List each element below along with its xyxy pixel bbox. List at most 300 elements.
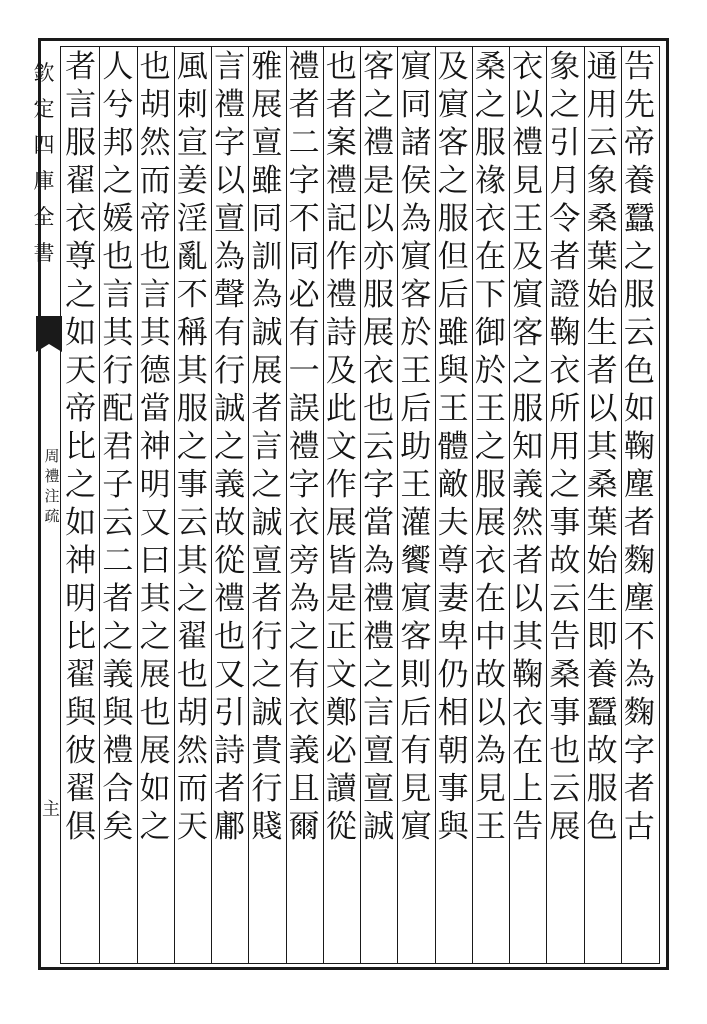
text-char: 雖 [437, 315, 469, 351]
text-char: 二 [102, 543, 134, 579]
text-char: 記 [325, 201, 357, 237]
text-char: 桑 [586, 467, 618, 503]
text-char: 及 [437, 49, 469, 85]
text-char: 人 [102, 49, 134, 85]
text-char: 義 [512, 467, 544, 503]
text-char: 宣 [176, 125, 208, 161]
text-char: 事 [176, 467, 208, 503]
text-char: 服 [474, 467, 506, 503]
text-char: 神 [65, 543, 97, 579]
margin-title-char: 四 [33, 133, 55, 157]
margin-book-title [30, 55, 58, 271]
text-char: 必 [288, 277, 320, 313]
text-char: 賔 [400, 809, 432, 845]
text-char: 必 [325, 733, 357, 769]
text-char: 言 [65, 87, 97, 123]
text-char: 其 [139, 581, 171, 617]
text-char: 以 [512, 87, 544, 123]
text-char: 之 [549, 467, 581, 503]
text-char: 塵 [623, 581, 655, 617]
text-char: 之 [251, 467, 283, 503]
text-char: 與 [437, 353, 469, 389]
text-char: 義 [102, 657, 134, 693]
text-char: 天 [65, 353, 97, 389]
text-char: 文 [325, 429, 357, 465]
text-char: 服 [363, 277, 395, 313]
text-char: 則 [400, 657, 432, 693]
text-char: 不 [288, 201, 320, 237]
text-char: 之 [65, 467, 97, 503]
margin-title-char: 庫 [33, 169, 55, 193]
text-char: 即 [586, 619, 618, 655]
text-char: 胡 [139, 87, 171, 123]
text-char: 之 [288, 619, 320, 655]
text-char: 下 [474, 277, 506, 313]
text-char: 翟 [65, 771, 97, 807]
text-char: 為 [400, 201, 432, 237]
text-char: 告 [549, 619, 581, 655]
text-char: 字 [623, 733, 655, 769]
text-char: 引 [549, 125, 581, 161]
text-char: 見 [400, 771, 432, 807]
text-char: 之 [512, 353, 544, 389]
text-char: 彼 [65, 733, 97, 769]
text-char: 與 [65, 695, 97, 731]
text-char: 衣 [549, 353, 581, 389]
text-char: 此 [325, 391, 357, 427]
text-char: 也 [176, 657, 208, 693]
text-char: 養 [586, 657, 618, 693]
text-char: 之 [251, 657, 283, 693]
text-char: 禮 [214, 87, 246, 123]
text-char: 兮 [102, 87, 134, 123]
text-char: 其 [176, 543, 208, 579]
text-char: 及 [325, 353, 357, 389]
text-char: 帝 [65, 391, 97, 427]
text-char: 生 [586, 315, 618, 351]
text-char: 象 [586, 163, 618, 199]
margin-title-char: 定 [33, 97, 55, 121]
text-char: 以 [512, 581, 544, 617]
text-char: 而 [139, 163, 171, 199]
text-char: 相 [437, 695, 469, 731]
text-char: 在 [512, 733, 544, 769]
text-char: 為 [288, 581, 320, 617]
text-char: 亶 [363, 771, 395, 807]
text-char: 者 [288, 87, 320, 123]
text-char: 翟 [65, 657, 97, 693]
text-char: 諸 [400, 125, 432, 161]
text-char: 夫 [437, 505, 469, 541]
text-char: 雅 [251, 49, 283, 85]
text-char: 麴 [623, 543, 655, 579]
text-char: 者 [214, 771, 246, 807]
text-char: 用 [549, 429, 581, 465]
text-char: 服 [512, 391, 544, 427]
text-char: 者 [251, 581, 283, 617]
text-char: 鞠 [549, 315, 581, 351]
text-char: 象 [549, 49, 581, 85]
text-column [58, 48, 104, 962]
text-char: 衣 [363, 353, 395, 389]
text-char: 誠 [214, 391, 246, 427]
text-char: 展 [251, 353, 283, 389]
text-char: 衣 [512, 49, 544, 85]
text-char: 貴 [251, 733, 283, 769]
text-char: 上 [512, 771, 544, 807]
text-char: 王 [474, 809, 506, 845]
text-char: 邦 [102, 125, 134, 161]
text-char: 衣 [512, 695, 544, 731]
text-char: 禒 [474, 163, 506, 199]
text-char: 訓 [251, 239, 283, 275]
text-char: 於 [474, 353, 506, 389]
text-char: 誤 [288, 391, 320, 427]
text-char: 王 [474, 391, 506, 427]
text-char: 桑 [586, 201, 618, 237]
text-char: 塵 [623, 467, 655, 503]
text-char: 者 [65, 49, 97, 85]
text-char: 字 [363, 467, 395, 503]
text-char: 故 [214, 505, 246, 541]
text-char: 案 [325, 125, 357, 161]
text-char: 饗 [400, 543, 432, 579]
text-char: 用 [586, 87, 618, 123]
text-char: 及 [512, 239, 544, 275]
text-char: 一 [288, 353, 320, 389]
text-char: 翟 [176, 619, 208, 655]
text-char: 之 [363, 657, 395, 693]
text-char: 明 [65, 581, 97, 617]
text-char: 淫 [176, 201, 208, 237]
text-char: 亂 [176, 239, 208, 275]
margin-subtitle-char: 周 [44, 447, 60, 465]
text-char: 同 [288, 239, 320, 275]
text-char: 月 [549, 163, 581, 199]
text-char: 展 [474, 505, 506, 541]
text-char: 詩 [214, 733, 246, 769]
text-char: 王 [400, 467, 432, 503]
text-char: 亦 [363, 239, 395, 275]
text-char: 亶 [251, 543, 283, 579]
text-char: 是 [325, 581, 357, 617]
text-char: 蠶 [623, 201, 655, 237]
text-char: 始 [586, 543, 618, 579]
text-char: 帝 [623, 125, 655, 161]
text-char: 賔 [437, 87, 469, 123]
text-char: 如 [139, 771, 171, 807]
text-char: 者 [623, 505, 655, 541]
text-char: 灌 [400, 505, 432, 541]
text-char: 也 [139, 49, 171, 85]
text-char: 事 [437, 771, 469, 807]
text-char: 神 [139, 429, 171, 465]
text-char: 之 [549, 87, 581, 123]
text-char: 衣 [474, 543, 506, 579]
text-char: 又 [139, 505, 171, 541]
text-char: 其 [139, 315, 171, 351]
text-char: 之 [474, 87, 506, 123]
text-char: 刺 [176, 87, 208, 123]
text-char: 合 [102, 771, 134, 807]
text-char: 之 [437, 163, 469, 199]
text-char: 稱 [176, 315, 208, 351]
text-char: 服 [176, 391, 208, 427]
text-char: 同 [251, 201, 283, 237]
text-char: 侯 [400, 163, 432, 199]
text-char: 作 [325, 239, 357, 275]
text-char: 中 [474, 619, 506, 655]
text-char: 禮 [363, 619, 395, 655]
text-char: 后 [437, 277, 469, 313]
text-char: 禮 [214, 581, 246, 617]
text-char: 與 [437, 809, 469, 845]
text-char: 也 [139, 239, 171, 275]
text-char: 二 [288, 125, 320, 161]
text-char: 不 [176, 277, 208, 313]
text-char: 行 [102, 353, 134, 389]
text-char: 衣 [288, 505, 320, 541]
margin-subtitle-char: 疏 [44, 507, 60, 525]
text-char: 故 [586, 733, 618, 769]
text-char: 云 [176, 505, 208, 541]
text-char: 展 [251, 87, 283, 123]
text-char: 之 [363, 87, 395, 123]
text-char: 客 [512, 315, 544, 351]
text-char: 與 [102, 695, 134, 731]
text-char: 展 [325, 505, 357, 541]
text-char: 胡 [176, 695, 208, 731]
text-char: 讀 [325, 771, 357, 807]
text-char: 義 [214, 467, 246, 503]
text-char: 在 [474, 239, 506, 275]
text-char: 如 [65, 505, 97, 541]
text-char: 后 [400, 695, 432, 731]
text-char: 言 [251, 429, 283, 465]
text-char: 其 [176, 353, 208, 389]
text-char: 卑 [437, 619, 469, 655]
text-char: 禮 [288, 429, 320, 465]
text-char: 也 [214, 619, 246, 655]
text-char: 體 [437, 429, 469, 465]
text-char: 助 [400, 429, 432, 465]
text-char: 有 [214, 315, 246, 351]
text-char: 之 [102, 619, 134, 655]
text-char: 明 [139, 467, 171, 503]
text-char: 尊 [437, 543, 469, 579]
text-char: 所 [549, 391, 581, 427]
text-char: 帝 [139, 201, 171, 237]
text-char: 之 [623, 239, 655, 275]
text-char: 字 [288, 163, 320, 199]
text-char: 客 [400, 619, 432, 655]
text-char: 曰 [139, 543, 171, 579]
text-char: 之 [65, 277, 97, 313]
text-char: 從 [325, 809, 357, 845]
text-char: 賔 [400, 49, 432, 85]
text-char: 服 [474, 125, 506, 161]
margin-subtitle-char: 注 [44, 487, 60, 505]
text-char: 鞠 [512, 657, 544, 693]
text-char: 見 [512, 163, 544, 199]
text-char: 云 [549, 771, 581, 807]
text-char: 始 [586, 277, 618, 313]
text-char: 不 [623, 619, 655, 655]
text-char: 皆 [325, 543, 357, 579]
text-char: 色 [623, 353, 655, 389]
text-char: 也 [549, 733, 581, 769]
text-char: 為 [474, 733, 506, 769]
text-char: 禮 [512, 125, 544, 161]
text-char: 有 [400, 733, 432, 769]
text-char: 展 [549, 809, 581, 845]
text-char: 也 [325, 49, 357, 85]
text-char: 朝 [437, 733, 469, 769]
text-char: 故 [474, 657, 506, 693]
text-char: 之 [176, 429, 208, 465]
text-char: 者 [512, 543, 544, 579]
text-char: 鞠 [623, 429, 655, 465]
text-char: 而 [176, 771, 208, 807]
text-char: 為 [623, 657, 655, 693]
text-char: 也 [102, 239, 134, 275]
text-char: 誠 [251, 315, 283, 351]
text-char: 之 [176, 581, 208, 617]
text-char: 者 [102, 581, 134, 617]
text-char: 麴 [623, 695, 655, 731]
text-char: 然 [512, 505, 544, 541]
text-char: 翟 [65, 163, 97, 199]
text-char: 服 [586, 771, 618, 807]
text-char: 其 [586, 429, 618, 465]
text-char: 桑 [474, 49, 506, 85]
text-char: 云 [623, 315, 655, 351]
text-char: 義 [288, 733, 320, 769]
text-char: 禮 [325, 163, 357, 199]
margin-title-char: 書 [33, 241, 55, 265]
text-char: 先 [623, 87, 655, 123]
text-char: 文 [325, 657, 357, 693]
text-char: 以 [363, 201, 395, 237]
text-char: 其 [512, 619, 544, 655]
text-char: 敵 [437, 467, 469, 503]
text-char: 后 [400, 391, 432, 427]
text-char: 天 [176, 809, 208, 845]
text-char: 姜 [176, 163, 208, 199]
text-char: 爾 [288, 809, 320, 845]
page-number: 主 [42, 799, 60, 820]
text-char: 葉 [586, 239, 618, 275]
text-char: 葉 [586, 505, 618, 541]
text-char: 言 [363, 695, 395, 731]
text-char: 引 [214, 695, 246, 731]
text-char: 之 [139, 619, 171, 655]
text-char: 御 [474, 315, 506, 351]
text-char: 為 [251, 277, 283, 313]
text-char: 為 [214, 239, 246, 275]
text-char: 誠 [363, 809, 395, 845]
text-char: 字 [214, 125, 246, 161]
text-char: 又 [214, 657, 246, 693]
text-char: 鄭 [325, 695, 357, 731]
text-char: 賔 [400, 581, 432, 617]
text-char: 事 [549, 505, 581, 541]
text-char: 然 [139, 125, 171, 161]
text-char: 詩 [325, 315, 357, 351]
text-char: 見 [474, 771, 506, 807]
text-char: 配 [102, 391, 134, 427]
text-char: 為 [363, 543, 395, 579]
text-char: 之 [214, 429, 246, 465]
text-char: 展 [139, 733, 171, 769]
text-char: 從 [214, 543, 246, 579]
text-char: 生 [586, 581, 618, 617]
text-char: 如 [623, 391, 655, 427]
text-char: 旁 [288, 543, 320, 579]
text-char: 衣 [288, 695, 320, 731]
text-char: 展 [139, 657, 171, 693]
text-char: 在 [474, 581, 506, 617]
text-char: 禮 [363, 581, 395, 617]
text-char: 云 [549, 581, 581, 617]
text-char: 云 [586, 125, 618, 161]
text-char: 作 [325, 467, 357, 503]
text-char: 王 [512, 201, 544, 237]
text-char: 是 [363, 163, 395, 199]
text-char: 王 [437, 391, 469, 427]
text-char: 證 [549, 277, 581, 313]
text-char: 行 [251, 771, 283, 807]
text-char: 云 [363, 429, 395, 465]
text-char: 比 [65, 619, 97, 655]
text-char: 亶 [363, 733, 395, 769]
text-char: 亶 [214, 201, 246, 237]
text-char: 禮 [102, 733, 134, 769]
text-char: 賤 [251, 809, 283, 845]
text-char: 誠 [251, 695, 283, 731]
text-char: 雖 [251, 163, 283, 199]
text-char: 展 [363, 315, 395, 351]
text-char: 如 [65, 315, 97, 351]
margin-subtitle-char: 禮 [44, 467, 60, 485]
text-char: 言 [139, 277, 171, 313]
text-char: 當 [363, 505, 395, 541]
text-char: 禮 [325, 277, 357, 313]
text-char: 王 [400, 353, 432, 389]
text-char: 有 [288, 657, 320, 693]
text-char: 妻 [437, 581, 469, 617]
text-char: 服 [623, 277, 655, 313]
text-char: 矣 [102, 809, 134, 845]
text-char: 以 [474, 695, 506, 731]
text-char: 君 [102, 429, 134, 465]
text-char: 於 [400, 315, 432, 351]
text-char: 德 [139, 353, 171, 389]
text-char: 尊 [65, 239, 97, 275]
text-char: 事 [549, 695, 581, 731]
text-char: 通 [586, 49, 618, 85]
text-char: 服 [437, 201, 469, 237]
text-char: 衣 [65, 201, 97, 237]
text-char: 媛 [102, 201, 134, 237]
text-char: 賔 [512, 277, 544, 313]
text-char: 之 [474, 429, 506, 465]
text-char: 比 [65, 429, 97, 465]
text-char: 以 [586, 391, 618, 427]
text-char: 風 [176, 49, 208, 85]
text-char: 告 [623, 49, 655, 85]
text-char: 言 [102, 277, 134, 313]
